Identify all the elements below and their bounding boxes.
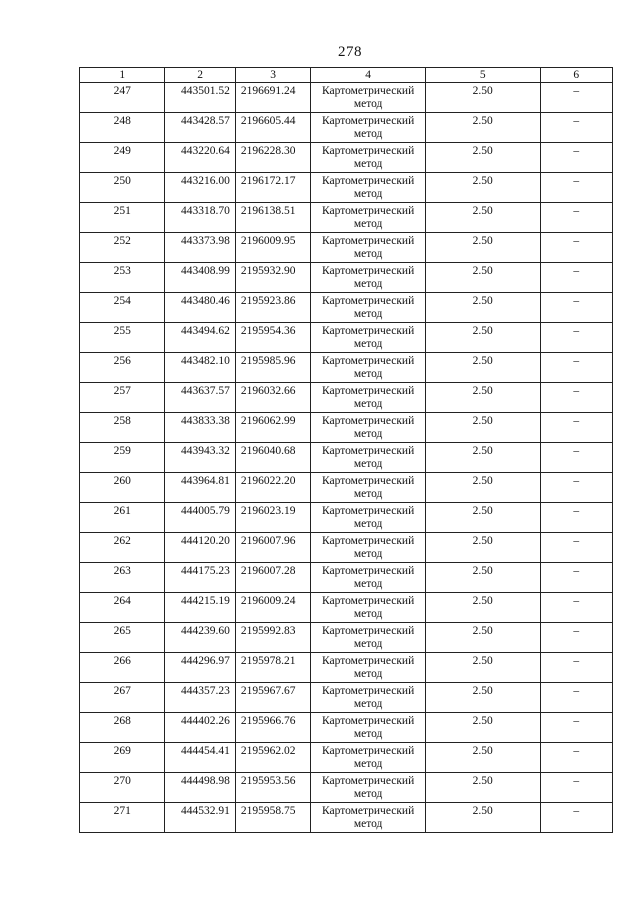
table-row xyxy=(80,773,613,803)
point-number-cell: 257 xyxy=(80,383,165,413)
table-row xyxy=(80,83,613,113)
table-row xyxy=(80,383,613,413)
table-row xyxy=(80,683,613,713)
description-cell: – xyxy=(540,803,612,833)
method-line-2: метод xyxy=(353,608,383,620)
table-row xyxy=(80,563,613,593)
description-cell: – xyxy=(540,173,612,203)
method-line-2: метод xyxy=(353,818,383,830)
point-number-cell: 261 xyxy=(80,503,165,533)
coordinate-x-cell: 444357.23 xyxy=(165,683,235,713)
method-line-2: метод xyxy=(353,788,383,800)
description-cell: – xyxy=(540,473,612,503)
point-number-cell: 260 xyxy=(80,473,165,503)
description-cell: – xyxy=(540,383,612,413)
method-line-1: Картометрический xyxy=(321,85,415,97)
coordinate-x-cell: 444532.91 xyxy=(165,803,235,833)
point-number-cell: 250 xyxy=(80,173,165,203)
table-row xyxy=(80,143,613,173)
accuracy-cell: 2.50 xyxy=(425,233,540,263)
method-cell xyxy=(311,683,426,713)
method-line-2: метод xyxy=(353,698,383,710)
method-cell xyxy=(311,293,426,323)
coordinate-x-cell: 443408.99 xyxy=(165,263,235,293)
coordinate-y-cell: 2195992.83 xyxy=(235,623,310,653)
coordinate-y-cell: 2196022.20 xyxy=(235,473,310,503)
table-row xyxy=(80,623,613,653)
table-row xyxy=(80,803,613,833)
method-line-2: метод xyxy=(353,98,383,110)
accuracy-cell: 2.50 xyxy=(425,563,540,593)
description-cell: – xyxy=(540,743,612,773)
table-row xyxy=(80,113,613,143)
table-row xyxy=(80,533,613,563)
coordinate-x-cell: 444005.79 xyxy=(165,503,235,533)
accuracy-cell: 2.50 xyxy=(425,263,540,293)
point-number-cell: 248 xyxy=(80,113,165,143)
point-number-cell: 266 xyxy=(80,653,165,683)
column-header-4: 4 xyxy=(311,68,426,83)
method-cell xyxy=(311,443,426,473)
coordinate-x-cell: 443482.10 xyxy=(165,353,235,383)
coordinate-y-cell: 2196228.30 xyxy=(235,143,310,173)
method-line-1: Картометрический xyxy=(321,805,415,817)
method-cell xyxy=(311,263,426,293)
method-cell xyxy=(311,143,426,173)
method-line-2: метод xyxy=(353,488,383,500)
column-header-1: 1 xyxy=(80,68,165,83)
description-cell: – xyxy=(540,443,612,473)
method-line-1: Картометрический xyxy=(321,595,415,607)
method-line-1: Картометрический xyxy=(321,445,415,457)
method-cell xyxy=(311,803,426,833)
method-line-1: Картометрический xyxy=(321,415,415,427)
table-row xyxy=(80,443,613,473)
table-row xyxy=(80,653,613,683)
method-line-1: Картометрический xyxy=(321,385,415,397)
coordinate-x-cell: 443480.46 xyxy=(165,293,235,323)
method-line-1: Картометрический xyxy=(321,505,415,517)
method-line-2: метод xyxy=(353,188,383,200)
method-line-1: Картометрический xyxy=(321,175,415,187)
column-header-5: 5 xyxy=(425,68,540,83)
coordinates-table xyxy=(79,67,613,833)
coordinate-x-cell: 443501.52 xyxy=(165,83,235,113)
description-cell: – xyxy=(540,203,612,233)
coordinate-y-cell: 2196138.51 xyxy=(235,203,310,233)
accuracy-cell: 2.50 xyxy=(425,593,540,623)
coordinate-y-cell: 2196062.99 xyxy=(235,413,310,443)
method-line-1: Картометрический xyxy=(321,145,415,157)
coordinate-y-cell: 2195953.56 xyxy=(235,773,310,803)
accuracy-cell: 2.50 xyxy=(425,323,540,353)
description-cell: – xyxy=(540,263,612,293)
method-cell xyxy=(311,473,426,503)
coordinate-x-cell: 443318.70 xyxy=(165,203,235,233)
method-line-2: метод xyxy=(353,668,383,680)
method-line-1: Картометрический xyxy=(321,625,415,637)
table-row xyxy=(80,743,613,773)
accuracy-cell: 2.50 xyxy=(425,353,540,383)
description-cell: – xyxy=(540,353,612,383)
table-row xyxy=(80,413,613,443)
accuracy-cell: 2.50 xyxy=(425,773,540,803)
table-row xyxy=(80,263,613,293)
accuracy-cell: 2.50 xyxy=(425,443,540,473)
method-line-1: Картометрический xyxy=(321,715,415,727)
coordinate-x-cell: 443943.32 xyxy=(165,443,235,473)
point-number-cell: 269 xyxy=(80,743,165,773)
method-line-1: Картометрический xyxy=(321,535,415,547)
method-line-2: метод xyxy=(353,158,383,170)
method-cell xyxy=(311,353,426,383)
description-cell: – xyxy=(540,713,612,743)
point-number-cell: 262 xyxy=(80,533,165,563)
point-number-cell: 270 xyxy=(80,773,165,803)
accuracy-cell: 2.50 xyxy=(425,683,540,713)
point-number-cell: 252 xyxy=(80,233,165,263)
description-cell: – xyxy=(540,503,612,533)
accuracy-cell: 2.50 xyxy=(425,713,540,743)
table-header-row xyxy=(80,68,613,83)
coordinate-y-cell: 2196040.68 xyxy=(235,443,310,473)
coordinate-x-cell: 444454.41 xyxy=(165,743,235,773)
method-line-2: метод xyxy=(353,518,383,530)
method-cell xyxy=(311,83,426,113)
method-line-2: метод xyxy=(353,758,383,770)
accuracy-cell: 2.50 xyxy=(425,533,540,563)
method-cell xyxy=(311,173,426,203)
accuracy-cell: 2.50 xyxy=(425,653,540,683)
method-line-2: метод xyxy=(353,398,383,410)
method-cell xyxy=(311,533,426,563)
point-number-cell: 265 xyxy=(80,623,165,653)
column-header-6: 6 xyxy=(540,68,612,83)
method-cell xyxy=(311,593,426,623)
point-number-cell: 258 xyxy=(80,413,165,443)
description-cell: – xyxy=(540,593,612,623)
description-cell: – xyxy=(540,623,612,653)
accuracy-cell: 2.50 xyxy=(425,803,540,833)
coordinate-y-cell: 2196691.24 xyxy=(235,83,310,113)
coordinate-x-cell: 444120.20 xyxy=(165,533,235,563)
description-cell: – xyxy=(540,233,612,263)
accuracy-cell: 2.50 xyxy=(425,413,540,443)
table-row xyxy=(80,503,613,533)
method-line-2: метод xyxy=(353,548,383,560)
coordinate-y-cell: 2195958.75 xyxy=(235,803,310,833)
coordinate-x-cell: 443494.62 xyxy=(165,323,235,353)
method-line-1: Картометрический xyxy=(321,115,415,127)
method-line-2: метод xyxy=(353,368,383,380)
table-row xyxy=(80,713,613,743)
column-header-2: 2 xyxy=(165,68,235,83)
accuracy-cell: 2.50 xyxy=(425,743,540,773)
point-number-cell: 255 xyxy=(80,323,165,353)
point-number-cell: 256 xyxy=(80,353,165,383)
coordinate-y-cell: 2196023.19 xyxy=(235,503,310,533)
method-line-1: Картометрический xyxy=(321,655,415,667)
table-row xyxy=(80,473,613,503)
table-row xyxy=(80,353,613,383)
accuracy-cell: 2.50 xyxy=(425,113,540,143)
method-line-1: Картометрический xyxy=(321,205,415,217)
method-line-1: Картометрический xyxy=(321,475,415,487)
coordinate-y-cell: 2195978.21 xyxy=(235,653,310,683)
method-line-2: метод xyxy=(353,128,383,140)
description-cell: – xyxy=(540,533,612,563)
description-cell: – xyxy=(540,653,612,683)
method-cell xyxy=(311,323,426,353)
coordinate-y-cell: 2195923.86 xyxy=(235,293,310,323)
point-number-cell: 264 xyxy=(80,593,165,623)
coordinate-x-cell: 444498.98 xyxy=(165,773,235,803)
method-line-1: Картометрический xyxy=(321,355,415,367)
method-line-2: метод xyxy=(353,338,383,350)
point-number-cell: 253 xyxy=(80,263,165,293)
method-line-2: метод xyxy=(353,248,383,260)
method-line-1: Картометрический xyxy=(321,235,415,247)
method-cell xyxy=(311,653,426,683)
accuracy-cell: 2.50 xyxy=(425,83,540,113)
method-line-1: Картометрический xyxy=(321,775,415,787)
method-line-2: метод xyxy=(353,308,383,320)
accuracy-cell: 2.50 xyxy=(425,473,540,503)
description-cell: – xyxy=(540,323,612,353)
method-cell xyxy=(311,563,426,593)
table-row xyxy=(80,233,613,263)
method-line-1: Картометрический xyxy=(321,745,415,757)
column-header-3: 3 xyxy=(235,68,310,83)
description-cell: – xyxy=(540,113,612,143)
method-line-2: метод xyxy=(353,428,383,440)
method-line-1: Картометрический xyxy=(321,325,415,337)
method-line-2: метод xyxy=(353,578,383,590)
accuracy-cell: 2.50 xyxy=(425,503,540,533)
method-line-1: Картометрический xyxy=(321,565,415,577)
coordinate-y-cell: 2196032.66 xyxy=(235,383,310,413)
point-number-cell: 259 xyxy=(80,443,165,473)
method-line-2: метод xyxy=(353,278,383,290)
description-cell: – xyxy=(540,143,612,173)
accuracy-cell: 2.50 xyxy=(425,293,540,323)
method-line-1: Картометрический xyxy=(321,295,415,307)
coordinate-x-cell: 443216.00 xyxy=(165,173,235,203)
accuracy-cell: 2.50 xyxy=(425,173,540,203)
point-number-cell: 254 xyxy=(80,293,165,323)
coordinate-y-cell: 2196009.95 xyxy=(235,233,310,263)
method-line-1: Картометрический xyxy=(321,265,415,277)
method-cell xyxy=(311,203,426,233)
method-cell xyxy=(311,503,426,533)
description-cell: – xyxy=(540,683,612,713)
method-cell xyxy=(311,113,426,143)
coordinate-y-cell: 2196007.28 xyxy=(235,563,310,593)
method-cell xyxy=(311,713,426,743)
point-number-cell: 271 xyxy=(80,803,165,833)
coordinate-x-cell: 444215.19 xyxy=(165,593,235,623)
accuracy-cell: 2.50 xyxy=(425,623,540,653)
table-row xyxy=(80,173,613,203)
coordinate-x-cell: 444239.60 xyxy=(165,623,235,653)
coordinate-y-cell: 2196172.17 xyxy=(235,173,310,203)
method-line-2: метод xyxy=(353,218,383,230)
coordinate-x-cell: 443964.81 xyxy=(165,473,235,503)
coordinate-x-cell: 443428.57 xyxy=(165,113,235,143)
point-number-cell: 247 xyxy=(80,83,165,113)
method-cell xyxy=(311,383,426,413)
coordinate-y-cell: 2195966.76 xyxy=(235,713,310,743)
coordinate-y-cell: 2196009.24 xyxy=(235,593,310,623)
table-body xyxy=(80,83,613,833)
method-cell xyxy=(311,413,426,443)
point-number-cell: 267 xyxy=(80,683,165,713)
coordinate-y-cell: 2196605.44 xyxy=(235,113,310,143)
coordinate-x-cell: 443637.57 xyxy=(165,383,235,413)
coordinate-y-cell: 2195954.36 xyxy=(235,323,310,353)
point-number-cell: 251 xyxy=(80,203,165,233)
accuracy-cell: 2.50 xyxy=(425,143,540,173)
method-line-1: Картометрический xyxy=(321,685,415,697)
coordinate-y-cell: 2195967.67 xyxy=(235,683,310,713)
table-row xyxy=(80,203,613,233)
coordinate-y-cell: 2195985.96 xyxy=(235,353,310,383)
coordinate-y-cell: 2195962.02 xyxy=(235,743,310,773)
coordinate-y-cell: 2195932.90 xyxy=(235,263,310,293)
description-cell: – xyxy=(540,563,612,593)
accuracy-cell: 2.50 xyxy=(425,383,540,413)
table-row xyxy=(80,323,613,353)
method-cell xyxy=(311,773,426,803)
coordinate-y-cell: 2196007.96 xyxy=(235,533,310,563)
point-number-cell: 249 xyxy=(80,143,165,173)
method-line-2: метод xyxy=(353,458,383,470)
method-line-2: метод xyxy=(353,638,383,650)
page-number: 278 xyxy=(338,44,362,60)
coordinate-x-cell: 443833.38 xyxy=(165,413,235,443)
description-cell: – xyxy=(540,293,612,323)
description-cell: – xyxy=(540,413,612,443)
table-row xyxy=(80,293,613,323)
coordinate-x-cell: 443220.64 xyxy=(165,143,235,173)
method-cell xyxy=(311,623,426,653)
table-row xyxy=(80,593,613,623)
coordinate-x-cell: 444175.23 xyxy=(165,563,235,593)
method-line-2: метод xyxy=(353,728,383,740)
method-cell xyxy=(311,743,426,773)
point-number-cell: 268 xyxy=(80,713,165,743)
coordinate-x-cell: 444402.26 xyxy=(165,713,235,743)
coordinate-x-cell: 443373.98 xyxy=(165,233,235,263)
description-cell: – xyxy=(540,773,612,803)
accuracy-cell: 2.50 xyxy=(425,203,540,233)
point-number-cell: 263 xyxy=(80,563,165,593)
method-cell xyxy=(311,233,426,263)
coordinate-x-cell: 444296.97 xyxy=(165,653,235,683)
description-cell: – xyxy=(540,83,612,113)
